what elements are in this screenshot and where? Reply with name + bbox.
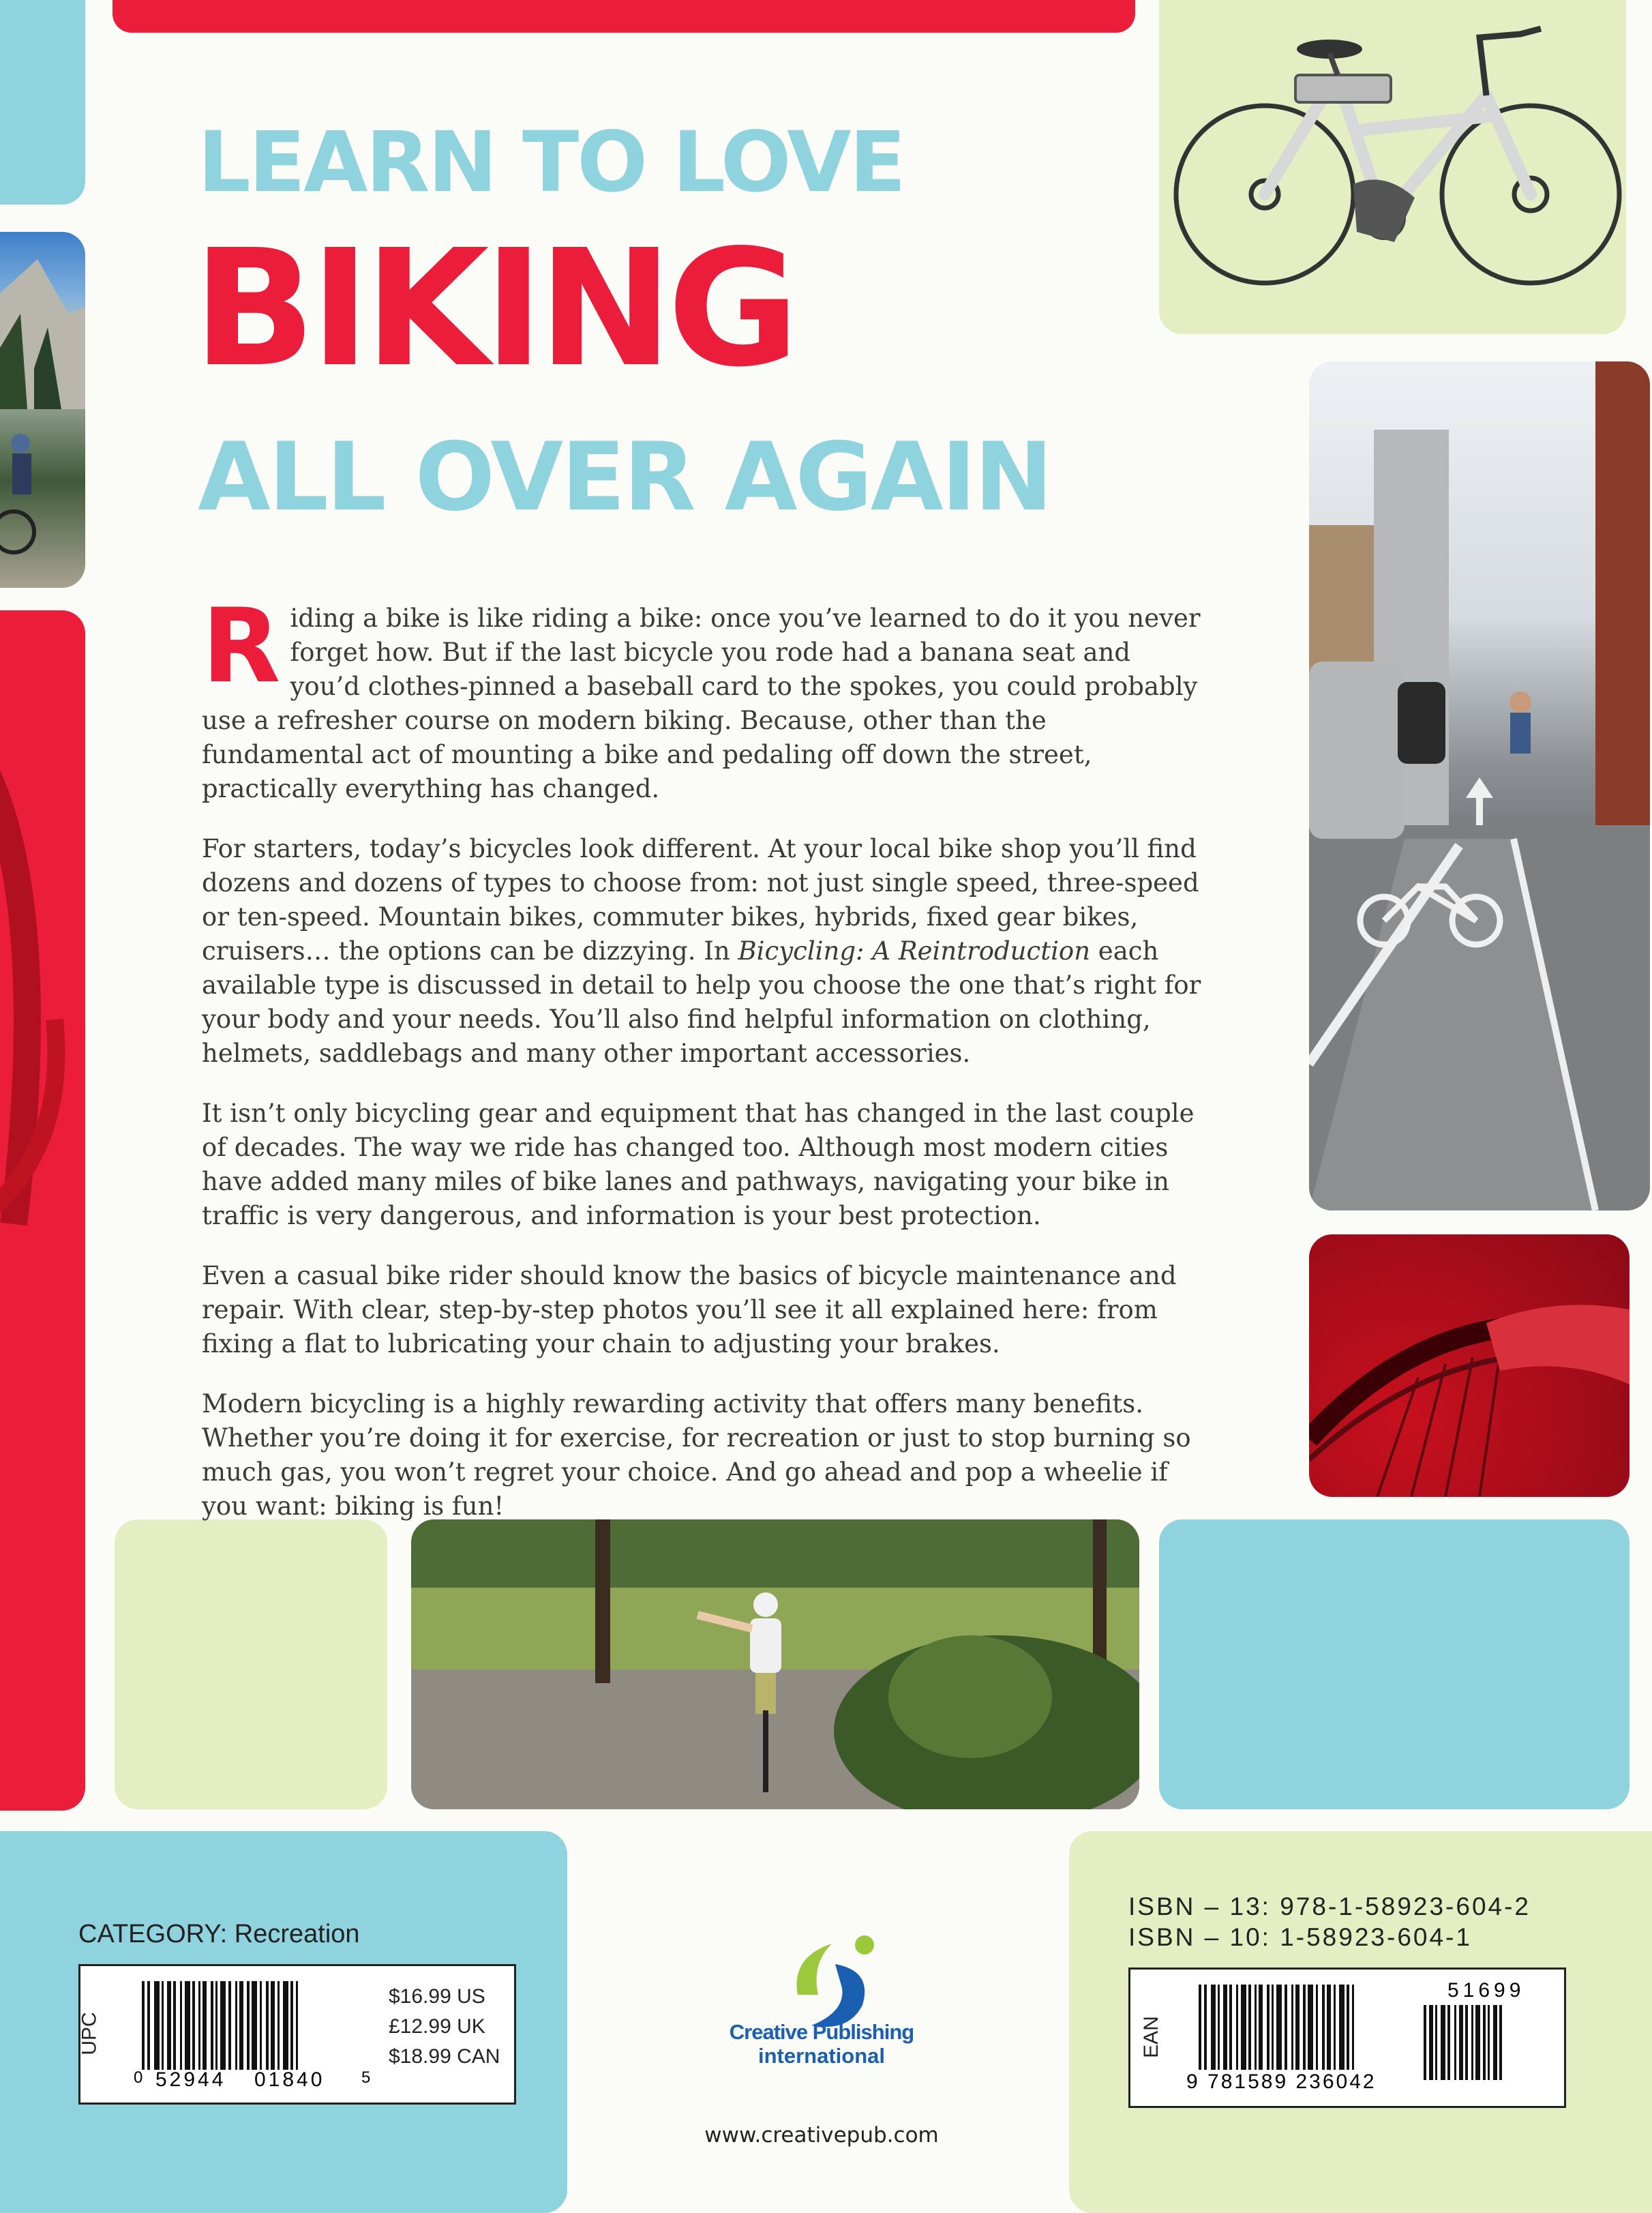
heading-line-2: BIKING (193, 215, 794, 402)
paragraph-1 (202, 587, 1204, 806)
ean-label: EAN (1139, 2016, 1162, 2058)
paragraph-5: Modern bicycling is a highly rewarding activity that offers many benefits. Whether you’re doing it for exercise, for recreation or just to stop burning so much gas, you won’t regret your choice. And go ahead and pop a wheelie if you want: biking is fun! (202, 1389, 1191, 1521)
upc-barcode (142, 1981, 298, 2070)
upc-label: UPC (78, 2012, 101, 2055)
upc-right-digit: 5 (361, 2068, 371, 2087)
top-red-bar (112, 0, 1135, 33)
price-uk: £12.99 UK (389, 2015, 485, 2038)
paragraph-2 (202, 832, 1204, 1071)
paragraph-2-text-b: each available type is discussed in detail to help you choose the one that’s right for your body and your needs. You’ll also find helpful information on clothing, helmets, saddlebags and many other important accessories. (202, 936, 1201, 1068)
upc-group-1: 52944 (155, 2068, 226, 2091)
book-title: Bicycling: A Reintroduction (738, 936, 1091, 966)
ean-box (1128, 1967, 1566, 2108)
heading-line-1: LEARN TO LOVE (198, 114, 905, 211)
isbn-13: ISBN – 13: 978-1-58923-604-2 (1128, 1892, 1531, 1920)
publisher-logo (770, 1930, 886, 2032)
ean-barcode (1199, 1985, 1354, 2070)
upc-group-2: 01840 (254, 2068, 325, 2091)
bottom-blue-tile-right (1159, 1519, 1630, 1809)
price-can: $18.99 CAN (389, 2045, 500, 2068)
paragraph-4: Even a casual bike rider should know the basics of bicycle maintenance and repair. With clear, step-by-step photos you’ll see it all explained here: from fixing a flat to lubricating your chain to adjusting your brakes. (202, 1261, 1177, 1358)
upc-box (78, 1964, 516, 2105)
category-label: CATEGORY: Recreation (78, 1920, 360, 1948)
dropcap: R (202, 587, 281, 706)
ean-addon-digits: 51699 (1447, 1979, 1525, 2002)
upc-left-digit: 0 (134, 2068, 143, 2087)
ean-digits: 9 781589 236042 (1186, 2070, 1377, 2093)
park-rider-photo (411, 1519, 1139, 1809)
body-copy (202, 587, 1204, 1549)
city-bike-lane-photo (1309, 361, 1650, 1211)
bottom-green-tile-left (115, 1519, 387, 1809)
bicycle-photo (1159, 0, 1626, 334)
publisher-swirl-icon (770, 1930, 886, 2032)
publisher-name-line-1: Creative Publishing (729, 2020, 914, 2044)
paragraph-2-text-a: For starters, today’s bicycles look different. At your local bike shop you’ll find dozens and dozens of types to choose from: not just single speed, three-speed or ten-speed. Mountain bikes, commuter bikes, hybrids, fixed gear bikes, cruisers… the options can be dizzying. In (202, 834, 1199, 966)
publisher-url[interactable]: www.creativepub.com (704, 2123, 939, 2148)
heading-line-3: ALL OVER AGAIN (198, 422, 1051, 532)
paragraph-3: It isn’t only bicycling gear and equipment that has changed in the last couple of decades. The way we ride has changed too. Although most modern cities have added many miles of bike lanes and pathways, navigating your bike in traffic is very dangerous, and information is your best protection. (202, 1099, 1195, 1230)
mountain-biker-photo (0, 232, 85, 588)
bicycle-icon (1159, 0, 1626, 334)
left-top-blue-tile (0, 0, 85, 205)
publisher-name-line-2: international (757, 2044, 885, 2068)
left-red-tile (0, 610, 85, 1811)
paragraph-1-text: iding a bike is like riding a bike: once you’ve learned to do it you never forget how. But if the last bicycle you rode had a banana seat and you’d clothes-pinned a baseball card to the spokes, you could probably use a refresher course on modern biking. Because, other than the fundamental act of mounting a bike and pedaling off down the street, practically everything has changed. (202, 604, 1201, 803)
price-us: $16.99 US (389, 1985, 485, 2008)
brake-hand-photo (1309, 1234, 1630, 1497)
isbn-10: ISBN – 10: 1-58923-604-1 (1128, 1923, 1472, 1951)
ean-addon-barcode (1424, 2005, 1502, 2080)
